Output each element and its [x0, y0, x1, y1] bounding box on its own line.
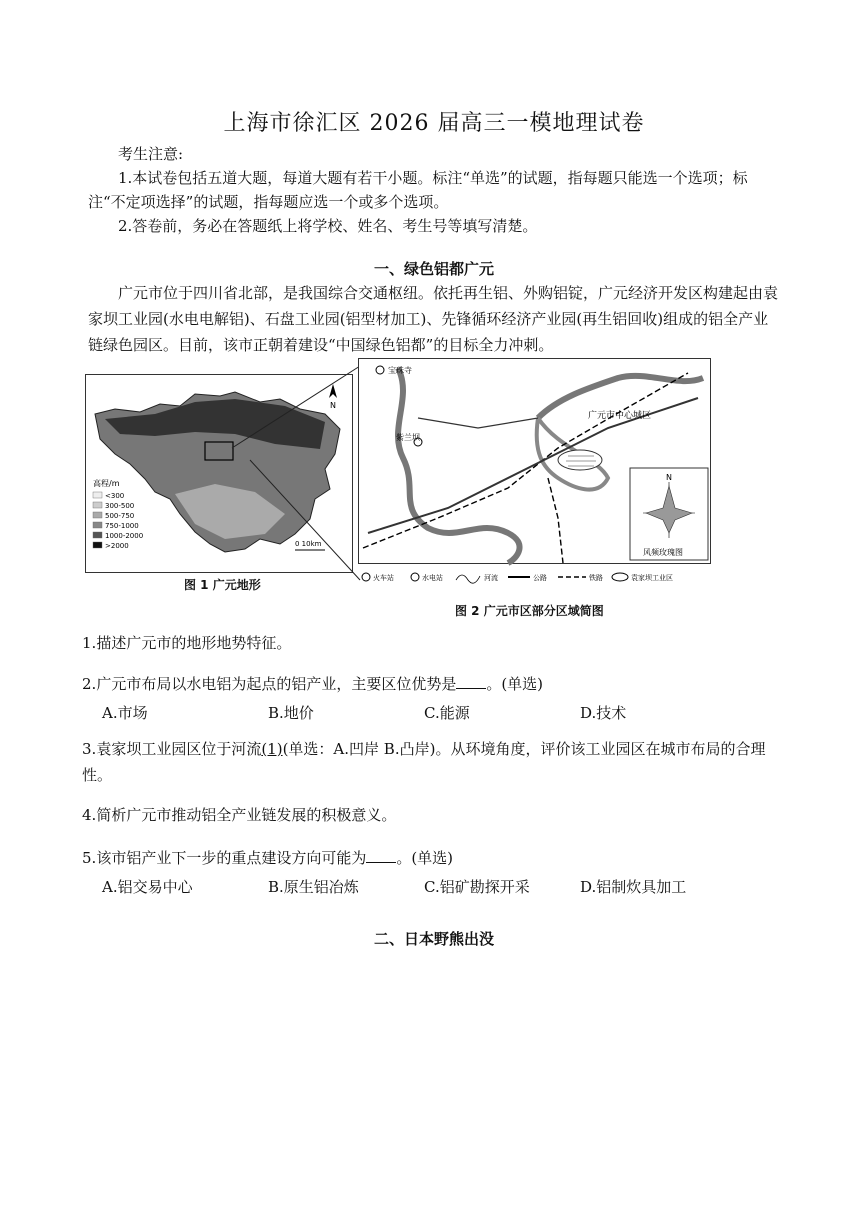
svg-text:N: N	[330, 401, 336, 410]
figure-2-caption: 图 2 广元市区部分区域简图	[455, 604, 604, 618]
option-c[interactable]: C.铝矿勘探开采	[424, 878, 530, 896]
place-label-city-center: 广元市中心城区	[588, 411, 652, 421]
legend-item-industrial-zone: 袁家坝工业区	[631, 574, 673, 582]
place-label-zilanba: 紫兰坝	[396, 433, 420, 442]
option-d[interactable]: D.技术	[580, 704, 627, 722]
notice-item-1: 1.本试卷包括五道大题，每道大题有若干小题。标注“单选”的试题，指每题只能选一个选项；标注“不定项选择”的试题，指每题应选一个或多个选项。	[88, 169, 748, 211]
question-text: 该市铝产业下一步的重点建设方向可能为	[96, 849, 367, 867]
legend-fig2	[362, 573, 673, 583]
question-number: 4.	[82, 806, 97, 824]
section-2-heading: 二、日本野熊出没	[373, 930, 494, 948]
notice-item-2: 2.答卷前，务必在答题纸上将学校、姓名、考生号等填写清楚。	[118, 217, 538, 235]
legend-item: <300	[105, 492, 125, 500]
legend-item: 500-750	[105, 512, 135, 520]
yuanjiaba-industrial-zone	[558, 450, 602, 470]
question-2	[82, 672, 543, 695]
question-4	[82, 804, 396, 826]
figure-2	[358, 358, 718, 588]
figure-2-map	[358, 358, 718, 588]
legend-title: 高程/m	[93, 479, 120, 488]
legend-item-hydropower: 水电站	[422, 574, 443, 582]
legend-item-railway: 铁路	[589, 574, 603, 582]
zoom-lines	[230, 360, 370, 590]
option-d[interactable]: D.铝制炊具加工	[580, 878, 687, 896]
question-number: 2.	[82, 675, 97, 693]
legend-item: 1000-2000	[105, 532, 144, 540]
answer-blank[interactable]	[456, 672, 486, 689]
question-text-end: 。(单选)	[396, 849, 454, 867]
question-text-end: (单选：A.凹岸 B.凸岸)。从环境角度，评价该工业园区在城市布局的合理	[282, 740, 766, 758]
question-number: 3.	[82, 740, 97, 758]
legend-item-river: 河流	[484, 574, 498, 582]
section-1-heading: 一、绿色铝都广元	[373, 260, 494, 278]
question-text: 简析广元市推动铝全产业链发展的积极意义。	[96, 806, 397, 824]
notice-block	[88, 142, 778, 238]
option-a[interactable]: A.铝交易中心	[102, 878, 193, 896]
legend-item-highway: 公路	[533, 574, 547, 582]
option-a[interactable]: A.市场	[102, 704, 148, 722]
question-1	[82, 632, 291, 654]
inset-title: 风频玫瑰图	[643, 548, 683, 557]
question-text-end: 。(单选)	[486, 675, 544, 693]
inset-north-label: N	[666, 473, 672, 482]
notice-heading: 考生注意:	[118, 145, 184, 163]
question-text: 袁家坝工业园区位于河流	[96, 740, 262, 758]
option-c[interactable]: C.能源	[424, 704, 470, 722]
wind-rose-inset	[630, 468, 708, 560]
option-b[interactable]: B.原生铝冶炼	[268, 878, 359, 896]
section-1-intro: 广元市位于四川省北部，是我国综合交通枢纽。依托再生铝、外购铝锭，广元经济开发区构建起由袁家坝工业园(水电电解铝)、石盘工业园(铝型材加工)、先锋循环经济产业园(再生铝回收)组成的铝全产业链绿色园区。目前，该市正朝着建设“中国绿色铝都”的目标全力冲刺。	[88, 284, 779, 354]
question-3-line-2: 性。	[82, 766, 113, 784]
legend-item-station: 火车站	[373, 574, 394, 582]
question-text: 描述广元市的地形地势特征。	[96, 634, 292, 652]
legend-item: 300-500	[105, 502, 135, 510]
option-b[interactable]: B.地价	[268, 704, 314, 722]
question-3	[82, 738, 765, 760]
question-text: 广元市布局以水电铝为起点的铝产业，主要区位优势是	[96, 675, 457, 693]
answer-blank[interactable]	[366, 846, 396, 863]
answer-blank-1[interactable]: (1)	[261, 740, 283, 758]
question-number: 5.	[82, 849, 97, 867]
question-number: 1.	[82, 634, 97, 652]
figure-1-caption: 图 1 广元地形	[184, 578, 261, 592]
question-5	[82, 846, 453, 869]
svg-text:0 10km: 0 10km	[295, 540, 322, 548]
legend-item: 750-1000	[105, 522, 139, 530]
legend-item: >2000	[105, 542, 129, 550]
exam-title: 上海市徐汇区 2026 届高三一模地理试卷	[223, 111, 645, 136]
place-label-baozhusi: 宝珠寺	[388, 366, 412, 375]
